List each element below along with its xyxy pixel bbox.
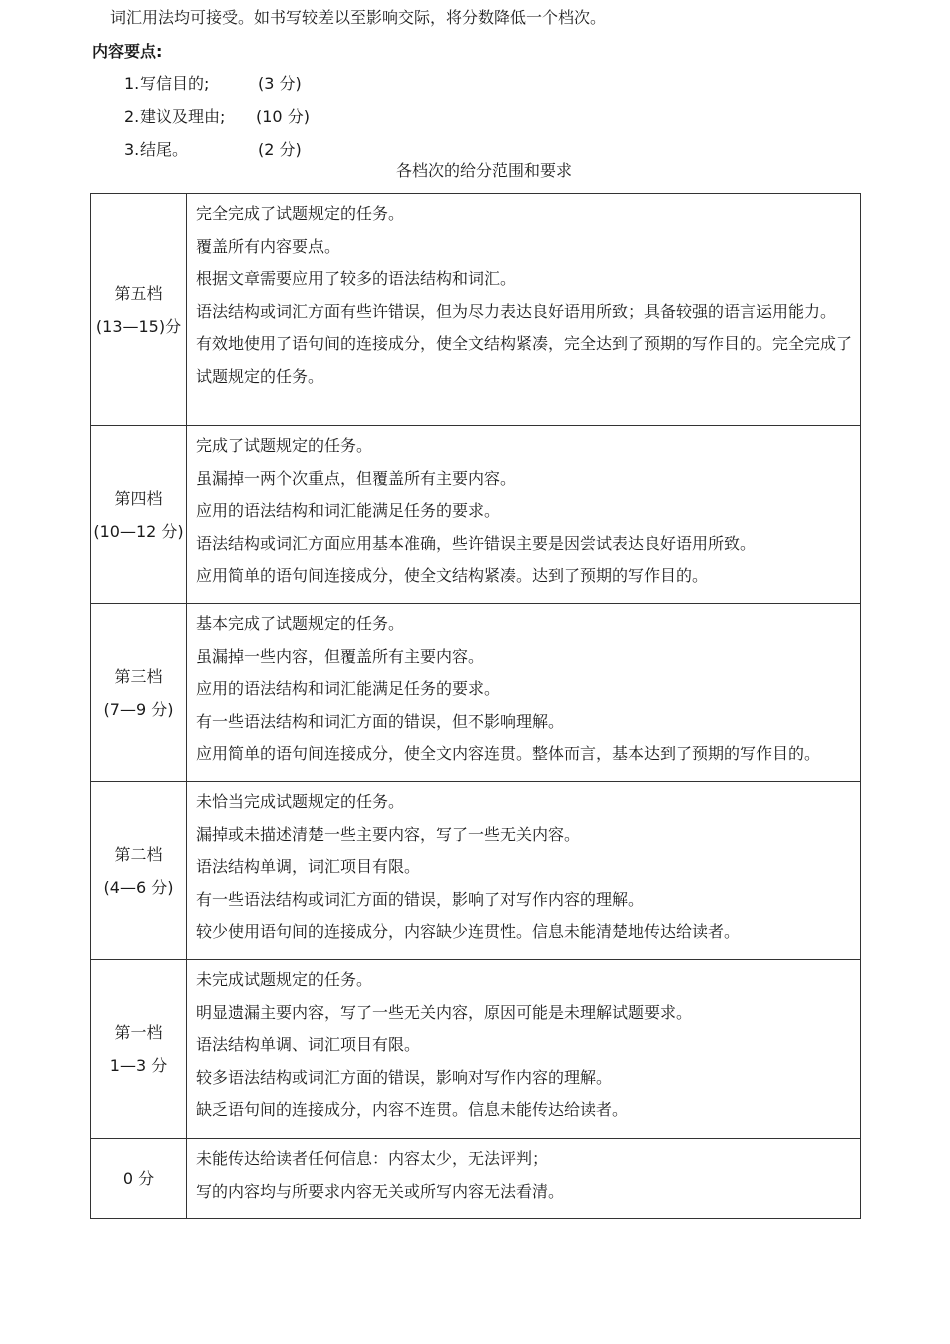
- level-range: (13—15)分: [95, 316, 182, 336]
- criteria-line: 虽漏掉一两个次重点，但覆盖所有主要内容。: [196, 468, 517, 488]
- point-text: 结尾。: [140, 140, 189, 159]
- criteria-cell: [187, 1139, 861, 1219]
- scoring-table: [90, 193, 861, 1219]
- table-caption: 各档次的给分范围和要求: [395, 161, 572, 180]
- point-number: 3.: [124, 140, 140, 159]
- level-cell: [91, 426, 187, 604]
- criteria-line: 未完成试题规定的任务。: [196, 970, 373, 989]
- criteria-line: 未恰当完成试题规定的任务。: [196, 792, 405, 811]
- criteria-line: 有一些语法结构和词汇方面的错误，但不影响理解。: [196, 711, 565, 731]
- level-range: (10—12 分): [93, 521, 184, 541]
- point-number: 2.: [124, 107, 140, 126]
- criteria-line: 语法结构或词汇方面有些许错误，但为尽力表达良好语用所致；具备较强的语言运用能力。: [196, 301, 837, 321]
- intro-text: 词汇用法均可接受。如书写较差以至影响交际，将分数降低一个档次。: [110, 8, 607, 27]
- criteria-line: 较多语法结构或词汇方面的错误，影响对写作内容的理解。: [196, 1067, 613, 1087]
- level-name: 第五档: [114, 283, 163, 303]
- criteria-line: 完成了试题规定的任务。: [196, 436, 373, 455]
- level-name: 第三档: [114, 666, 163, 686]
- point-score: (10 分): [256, 107, 310, 126]
- level-name: 第一档: [114, 1023, 163, 1042]
- content-points-heading: 内容要点:: [92, 42, 163, 61]
- criteria-line: 完全完成了试题规定的任务。: [196, 204, 405, 223]
- criteria-line: 有一些语法结构或词汇方面的错误，影响了对写作内容的理解。: [196, 889, 645, 909]
- criteria-line: 较少使用语句间的连接成分，内容缺少连贯性。信息未能清楚地传达给读者。: [196, 922, 741, 942]
- criteria-line: 语法结构或词汇方面应用基本准确，些许错误主要是因尝试表达良好语用所致。: [196, 533, 757, 553]
- level-name: 0 分: [122, 1169, 155, 1188]
- content-point-item: [124, 140, 302, 160]
- criteria-cell: [187, 960, 861, 1139]
- content-point-item: [124, 74, 302, 94]
- level-range: (7—9 分): [103, 699, 174, 719]
- level-cell: [91, 194, 187, 426]
- criteria-line: 虽漏掉一些内容，但覆盖所有主要内容。: [196, 646, 485, 666]
- level-name: 第二档: [114, 844, 163, 864]
- table-row: [91, 960, 861, 1139]
- level-cell: [91, 782, 187, 960]
- table-row: [91, 194, 861, 426]
- point-text: 写信目的;: [140, 74, 210, 93]
- table-row: [91, 604, 861, 782]
- criteria-line: 未能传达给读者任何信息：内容太少，无法评判；: [196, 1149, 549, 1168]
- point-score: (2 分): [258, 140, 302, 159]
- criteria-line: 覆盖所有内容要点。: [196, 236, 341, 256]
- criteria-line: 应用简单的语句间连接成分，使全文结构紧凑。达到了预期的写作目的。: [196, 566, 709, 586]
- table-row: [91, 426, 861, 604]
- level-range: (4—6 分): [103, 877, 174, 897]
- criteria-line: 漏掉或未描述清楚一些主要内容，写了一些无关内容。: [196, 824, 581, 844]
- criteria-cell: [187, 782, 861, 960]
- criteria-line: 应用简单的语句间连接成分，使全文内容连贯。整体而言，基本达到了预期的写作目的。: [196, 744, 821, 764]
- table-row: [91, 1139, 861, 1219]
- level-cell: [91, 604, 187, 782]
- level-name: 第四档: [114, 488, 163, 508]
- criteria-line: 语法结构单调，词汇项目有限。: [196, 857, 421, 877]
- level-cell: [91, 1139, 187, 1219]
- criteria-line: 有效地使用了语句间的连接成分，使全文结构紧凑，完全达到了预期的写作目的。完全完成了试题规定的任务。: [196, 334, 853, 386]
- criteria-cell: [187, 426, 861, 604]
- point-number: 1.: [124, 74, 140, 93]
- level-range: 1—3 分: [109, 1056, 168, 1075]
- criteria-line: 根据文章需要应用了较多的语法结构和词汇。: [196, 269, 517, 289]
- criteria-line: 应用的语法结构和词汇能满足任务的要求。: [196, 501, 501, 521]
- criteria-line: 缺乏语句间的连接成分，内容不连贯。信息未能传达给读者。: [196, 1100, 629, 1120]
- point-score: (3 分): [258, 74, 302, 93]
- criteria-line: 基本完成了试题规定的任务。: [196, 614, 405, 633]
- criteria-cell: [187, 604, 861, 782]
- point-text: 建议及理由;: [140, 107, 226, 126]
- criteria-line: 语法结构单调、词汇项目有限。: [196, 1035, 421, 1055]
- criteria-line: 应用的语法结构和词汇能满足任务的要求。: [196, 679, 501, 699]
- content-point-item: [124, 107, 310, 127]
- level-cell: [91, 960, 187, 1139]
- criteria-line: 明显遗漏主要内容，写了一些无关内容，原因可能是未理解试题要求。: [196, 1002, 693, 1022]
- table-row: [91, 782, 861, 960]
- criteria-line: 写的内容均与所要求内容无关或所写内容无法看清。: [196, 1181, 565, 1201]
- criteria-cell: [187, 194, 861, 426]
